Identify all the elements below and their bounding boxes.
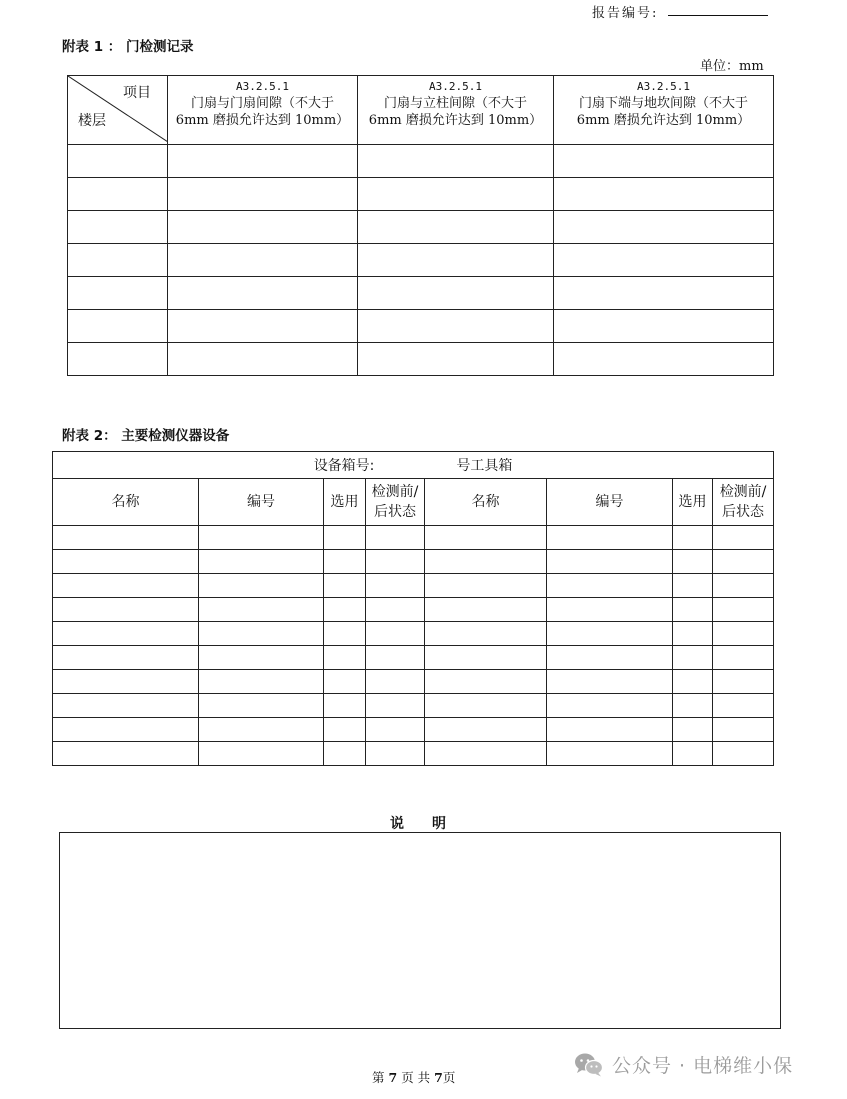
status-cell[interactable] xyxy=(713,646,774,670)
header-selected: 选用 xyxy=(673,479,713,526)
status-cell[interactable] xyxy=(713,526,774,550)
name-cell[interactable] xyxy=(53,694,199,718)
number-cell[interactable] xyxy=(199,718,324,742)
selected-cell[interactable] xyxy=(324,550,366,574)
measurement-cell[interactable] xyxy=(168,277,358,310)
table-row xyxy=(68,310,774,343)
name-cell[interactable] xyxy=(425,670,547,694)
status-cell[interactable] xyxy=(713,742,774,766)
notes-box[interactable] xyxy=(59,832,781,1029)
column-desc-line2: 6mm 磨损允许达到 10mm） xyxy=(576,113,751,128)
selected-cell[interactable] xyxy=(673,694,713,718)
measurement-cell[interactable] xyxy=(554,178,774,211)
selected-cell[interactable] xyxy=(324,622,366,646)
measurement-cell[interactable] xyxy=(554,145,774,178)
status-cell[interactable] xyxy=(366,598,425,622)
status-cell[interactable] xyxy=(366,574,425,598)
column-desc-line1: 门扇下端与地坎间隙（不大于 xyxy=(578,96,748,111)
number-cell[interactable] xyxy=(547,622,673,646)
name-cell[interactable] xyxy=(53,718,199,742)
equipment-box-row xyxy=(53,452,774,479)
column-header-door-post-gap xyxy=(358,76,554,145)
selected-cell[interactable] xyxy=(324,742,366,766)
table-row xyxy=(53,694,774,718)
measurement-cell[interactable] xyxy=(554,244,774,277)
measurement-cell[interactable] xyxy=(358,145,554,178)
column-code: A3.2.5.1 xyxy=(236,80,289,93)
selected-cell[interactable] xyxy=(673,574,713,598)
table-row xyxy=(53,646,774,670)
floor-cell[interactable] xyxy=(68,178,168,211)
measurement-cell[interactable] xyxy=(554,277,774,310)
header-name: 名称 xyxy=(425,479,547,526)
floor-cell[interactable] xyxy=(68,244,168,277)
measurement-cell[interactable] xyxy=(168,343,358,376)
measurement-cell[interactable] xyxy=(358,310,554,343)
header-name: 名称 xyxy=(53,479,199,526)
number-cell[interactable] xyxy=(547,574,673,598)
column-desc-line2: 6mm 磨损允许达到 10mm） xyxy=(175,113,350,128)
selected-cell[interactable] xyxy=(673,526,713,550)
equipment-table xyxy=(52,451,774,766)
table-row xyxy=(53,718,774,742)
floor-cell[interactable] xyxy=(68,310,168,343)
column-desc-line1: 门扇与立柱间隙（不大于 xyxy=(383,96,527,111)
selected-cell[interactable] xyxy=(324,574,366,598)
floor-cell[interactable] xyxy=(68,277,168,310)
header-number: 编号 xyxy=(547,479,673,526)
name-cell[interactable] xyxy=(425,718,547,742)
table-row xyxy=(68,145,774,178)
number-cell[interactable] xyxy=(547,694,673,718)
footer-post: 页 xyxy=(442,1070,456,1085)
watermark-text: 公众号 · 电梯维小保 xyxy=(612,1055,794,1077)
name-cell[interactable] xyxy=(53,550,199,574)
equipment-header-row xyxy=(53,479,774,526)
number-cell[interactable] xyxy=(199,598,324,622)
table1-header-row xyxy=(68,76,774,145)
selected-cell[interactable] xyxy=(324,694,366,718)
selected-cell[interactable] xyxy=(673,550,713,574)
column-header-door-door-gap xyxy=(168,76,358,145)
table-row xyxy=(53,550,774,574)
header-status-line1: 检测前/ xyxy=(719,484,767,500)
status-cell[interactable] xyxy=(366,718,425,742)
measurement-cell[interactable] xyxy=(358,211,554,244)
status-cell[interactable] xyxy=(366,742,425,766)
column-desc-line2: 6mm 磨损允许达到 10mm） xyxy=(368,113,543,128)
report-number-label: 报告编号: xyxy=(592,6,659,21)
footer-page-number: 7 xyxy=(388,1070,398,1085)
table-row xyxy=(68,343,774,376)
name-cell[interactable] xyxy=(53,574,199,598)
number-cell[interactable] xyxy=(199,622,324,646)
equipment-box-cell[interactable] xyxy=(53,452,774,479)
name-cell[interactable] xyxy=(425,598,547,622)
measurement-cell[interactable] xyxy=(554,310,774,343)
corner-floor-label: 楼层 xyxy=(78,113,106,129)
selected-cell[interactable] xyxy=(673,742,713,766)
name-cell[interactable] xyxy=(53,742,199,766)
table-row xyxy=(53,742,774,766)
measurement-cell[interactable] xyxy=(168,244,358,277)
header-number: 编号 xyxy=(199,479,324,526)
number-cell[interactable] xyxy=(199,550,324,574)
measurement-cell[interactable] xyxy=(358,178,554,211)
status-cell[interactable] xyxy=(366,694,425,718)
number-cell[interactable] xyxy=(199,526,324,550)
name-cell[interactable] xyxy=(53,646,199,670)
status-cell[interactable] xyxy=(713,622,774,646)
report-number-field[interactable] xyxy=(668,15,768,16)
number-cell[interactable] xyxy=(547,598,673,622)
name-cell[interactable] xyxy=(53,670,199,694)
measurement-cell[interactable] xyxy=(554,211,774,244)
equipment-box-label: 设备箱号: xyxy=(313,458,375,474)
number-cell[interactable] xyxy=(547,670,673,694)
table-row xyxy=(68,178,774,211)
status-cell[interactable] xyxy=(366,622,425,646)
header-status-line2: 后状态 xyxy=(374,504,416,520)
status-cell[interactable] xyxy=(713,550,774,574)
status-cell[interactable] xyxy=(366,550,425,574)
status-cell[interactable] xyxy=(366,670,425,694)
footer-mid: 页 共 xyxy=(401,1070,431,1085)
header-status-line2: 后状态 xyxy=(722,504,765,520)
selected-cell[interactable] xyxy=(673,718,713,742)
corner-item-label: 项目 xyxy=(123,85,151,101)
table-row xyxy=(68,277,774,310)
number-cell[interactable] xyxy=(199,574,324,598)
header-status-line1: 检测前/ xyxy=(371,484,419,500)
measurement-cell[interactable] xyxy=(168,211,358,244)
name-cell[interactable] xyxy=(53,526,199,550)
number-cell[interactable] xyxy=(199,646,324,670)
name-cell[interactable] xyxy=(425,694,547,718)
number-cell[interactable] xyxy=(547,718,673,742)
name-cell[interactable] xyxy=(425,742,547,766)
selected-cell[interactable] xyxy=(324,598,366,622)
status-cell[interactable] xyxy=(713,670,774,694)
selected-cell[interactable] xyxy=(673,622,713,646)
table-row xyxy=(53,670,774,694)
measurement-cell[interactable] xyxy=(358,343,554,376)
table1-title: 附表 1 ： 门检测记录 xyxy=(62,39,194,55)
status-cell[interactable] xyxy=(713,598,774,622)
measurement-cell[interactable] xyxy=(168,310,358,343)
table-row xyxy=(53,526,774,550)
floor-cell[interactable] xyxy=(68,145,168,178)
selected-cell[interactable] xyxy=(324,718,366,742)
footer-pre: 第 xyxy=(372,1070,385,1085)
number-cell[interactable] xyxy=(199,742,324,766)
table-row xyxy=(68,211,774,244)
measurement-cell[interactable] xyxy=(554,343,774,376)
measurement-cell[interactable] xyxy=(168,178,358,211)
name-cell[interactable] xyxy=(53,598,199,622)
floor-cell[interactable] xyxy=(68,211,168,244)
corner-header-cell xyxy=(68,76,168,145)
table1-unit: 单位：mm xyxy=(700,59,764,74)
column-code: A3.2.5.1 xyxy=(637,80,690,93)
number-cell[interactable] xyxy=(547,526,673,550)
floor-cell[interactable] xyxy=(68,343,168,376)
status-cell[interactable] xyxy=(713,718,774,742)
header-selected: 选用 xyxy=(324,479,366,526)
footer-total-pages: 7 xyxy=(434,1070,443,1085)
table-row xyxy=(68,244,774,277)
name-cell[interactable] xyxy=(53,622,199,646)
number-cell[interactable] xyxy=(199,670,324,694)
status-cell[interactable] xyxy=(713,694,774,718)
column-desc-line1: 门扇与门扇间隙（不大于 xyxy=(190,96,334,111)
table-row xyxy=(53,574,774,598)
watermark xyxy=(574,1051,793,1078)
page-footer xyxy=(372,1068,455,1086)
status-cell[interactable] xyxy=(713,574,774,598)
name-cell[interactable] xyxy=(425,646,547,670)
table-row xyxy=(53,622,774,646)
table2-title: 附表 2： 主要检测仪器设备 xyxy=(62,428,230,444)
name-cell[interactable] xyxy=(425,574,547,598)
header-status xyxy=(366,479,425,526)
column-header-door-sill-gap xyxy=(554,76,774,145)
name-cell[interactable] xyxy=(425,526,547,550)
column-code: A3.2.5.1 xyxy=(429,80,482,93)
measurement-cell[interactable] xyxy=(358,244,554,277)
selected-cell[interactable] xyxy=(324,670,366,694)
measurement-cell[interactable] xyxy=(168,145,358,178)
status-cell[interactable] xyxy=(366,646,425,670)
selected-cell[interactable] xyxy=(673,598,713,622)
number-cell[interactable] xyxy=(547,646,673,670)
header-status xyxy=(713,479,774,526)
table-row xyxy=(53,598,774,622)
selected-cell[interactable] xyxy=(673,670,713,694)
selected-cell[interactable] xyxy=(324,526,366,550)
name-cell[interactable] xyxy=(425,622,547,646)
wechat-icon xyxy=(574,1052,604,1078)
notes-title: 说明 xyxy=(390,816,474,832)
door-inspection-table xyxy=(67,75,774,376)
name-cell[interactable] xyxy=(425,550,547,574)
number-cell[interactable] xyxy=(199,694,324,718)
diagonal-divider xyxy=(68,76,168,142)
selected-cell[interactable] xyxy=(324,646,366,670)
number-cell[interactable] xyxy=(547,742,673,766)
equipment-box-suffix: 号工具箱 xyxy=(456,458,513,474)
selected-cell[interactable] xyxy=(673,646,713,670)
number-cell[interactable] xyxy=(547,550,673,574)
status-cell[interactable] xyxy=(366,526,425,550)
measurement-cell[interactable] xyxy=(358,277,554,310)
